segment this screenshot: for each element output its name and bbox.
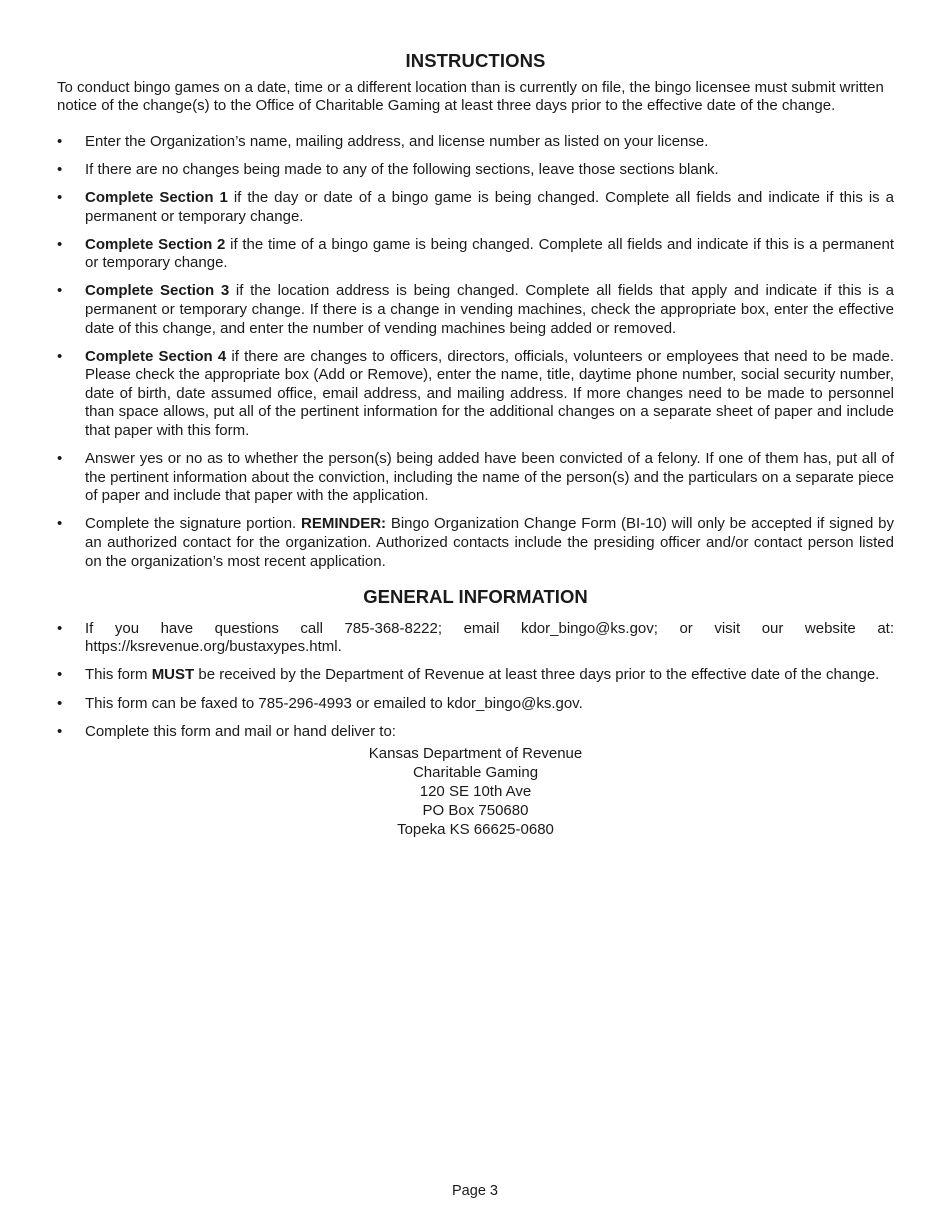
general-information-list [57, 620, 894, 741]
mail-text: Complete this form and mail or hand deliver to: [85, 722, 396, 740]
item-text: if the time of a bingo game is being changed. Complete all fields and indicate if this is a permanent or temporary change. [85, 235, 894, 272]
list-item [57, 620, 894, 657]
mailing-address [57, 744, 894, 839]
general-information-heading: GENERAL INFORMATION [363, 586, 588, 608]
address-line: Topeka KS 66625-0680 [397, 820, 554, 838]
address-line: Charitable Gaming [412, 763, 539, 781]
bullet-icon: • [57, 160, 63, 178]
must-text-pre: This form [85, 666, 152, 684]
bullet-icon: • [57, 132, 63, 150]
bullet-icon: • [57, 347, 63, 365]
instructions-heading: INSTRUCTIONS [405, 50, 546, 71]
bullet-icon: • [57, 694, 63, 712]
list-item [57, 161, 894, 180]
item-bold-label: Complete Section 4 [85, 347, 227, 365]
bullet-icon: • [57, 619, 63, 637]
instructions-list [57, 133, 894, 571]
bullet-icon: • [57, 450, 63, 468]
item-text: if the day or date of a bingo game is being changed. Complete all fields and indicate if this is a permanent or temporary change. [85, 188, 894, 225]
list-item [57, 133, 894, 152]
item-text-post: Bingo Organization Change Form (BI-10) will only be accepted if signed by an authorized contact for the organization. Authorized contacts include the presiding officer and/or contact person listed on the organization’s most recent application. [85, 515, 894, 570]
item-bold-label: Complete Section 2 [85, 235, 226, 253]
item-text: if there are changes to officers, directors, officials, volunteers or employees that need to be made. Please check the appropriate box (Add or Remove), enter the name, title, daytime phone number, social security number, date of birth, date assumed office, email address, and mailing address. If more changes need to be made to personnel than space allows, put all of the pertinent information for the additional changes on a separate sheet of paper and include that paper with this form. [85, 347, 894, 439]
bullet-icon: • [57, 282, 63, 300]
questions-text: If you have questions call 785-368-8222; email kdor_bingo@ks.gov; or visit our website at: https://ksrevenue.org/bustaxypes.html. [85, 619, 894, 656]
must-text-post: be received by the Department of Revenue at least three days prior to the effective date of the change. [194, 666, 880, 684]
bullet-icon: • [57, 666, 63, 684]
list-item [57, 695, 894, 714]
list-item [57, 348, 894, 441]
address-line: Kansas Department of Revenue [368, 744, 583, 762]
item-text: If there are no changes being made to any of the following sections, leave those sections blank. [85, 160, 719, 178]
list-item [57, 450, 894, 506]
must-label: MUST [151, 666, 195, 684]
bullet-icon: • [57, 188, 63, 206]
list-item [57, 666, 894, 685]
list-item [57, 236, 894, 273]
item-text: Answer yes or no as to whether the person(s) being added have been convicted of a felony. If one of them has, put all of the pertinent information about the conviction, including the name of the person(s) and the particulars on a separate piece of paper and include that paper with the application. [85, 450, 894, 505]
address-line: PO Box 750680 [422, 801, 529, 819]
bullet-icon: • [57, 235, 63, 253]
item-text: if the location address is being changed. Complete all fields that apply and indicate if this is a permanent or temporary change. If there is a change in vending machines, check the appropriate box, enter the effective date of this change, and enter the number of vending machines being added or removed. [85, 282, 894, 337]
document-page [57, 52, 894, 839]
item-bold-label: Complete Section 3 [85, 282, 230, 300]
bullet-icon: • [57, 722, 63, 740]
item-bold-label: Complete Section 1 [85, 188, 228, 206]
list-item [57, 282, 894, 338]
item-text: Enter the Organization’s name, mailing address, and license number as listed on your license. [85, 132, 709, 150]
page-number: Page 3 [452, 1183, 498, 1199]
item-text-pre: Complete the signature portion. [85, 515, 302, 533]
bullet-icon: • [57, 515, 63, 533]
instructions-intro: To conduct bingo games on a date, time or a different location than is currently on file, the bingo licensee must submit written notice of the change(s) to the Office of Charitable Gaming at least three days prior to the effective date of the change. [57, 78, 884, 115]
reminder-label: REMINDER: [301, 515, 387, 533]
address-line: 120 SE 10th Ave [419, 782, 532, 800]
list-item [57, 723, 894, 742]
fax-text: This form can be faxed to 785-296-4993 or emailed to kdor_bingo@ks.gov. [85, 694, 583, 712]
list-item [57, 189, 894, 226]
list-item [57, 515, 894, 571]
